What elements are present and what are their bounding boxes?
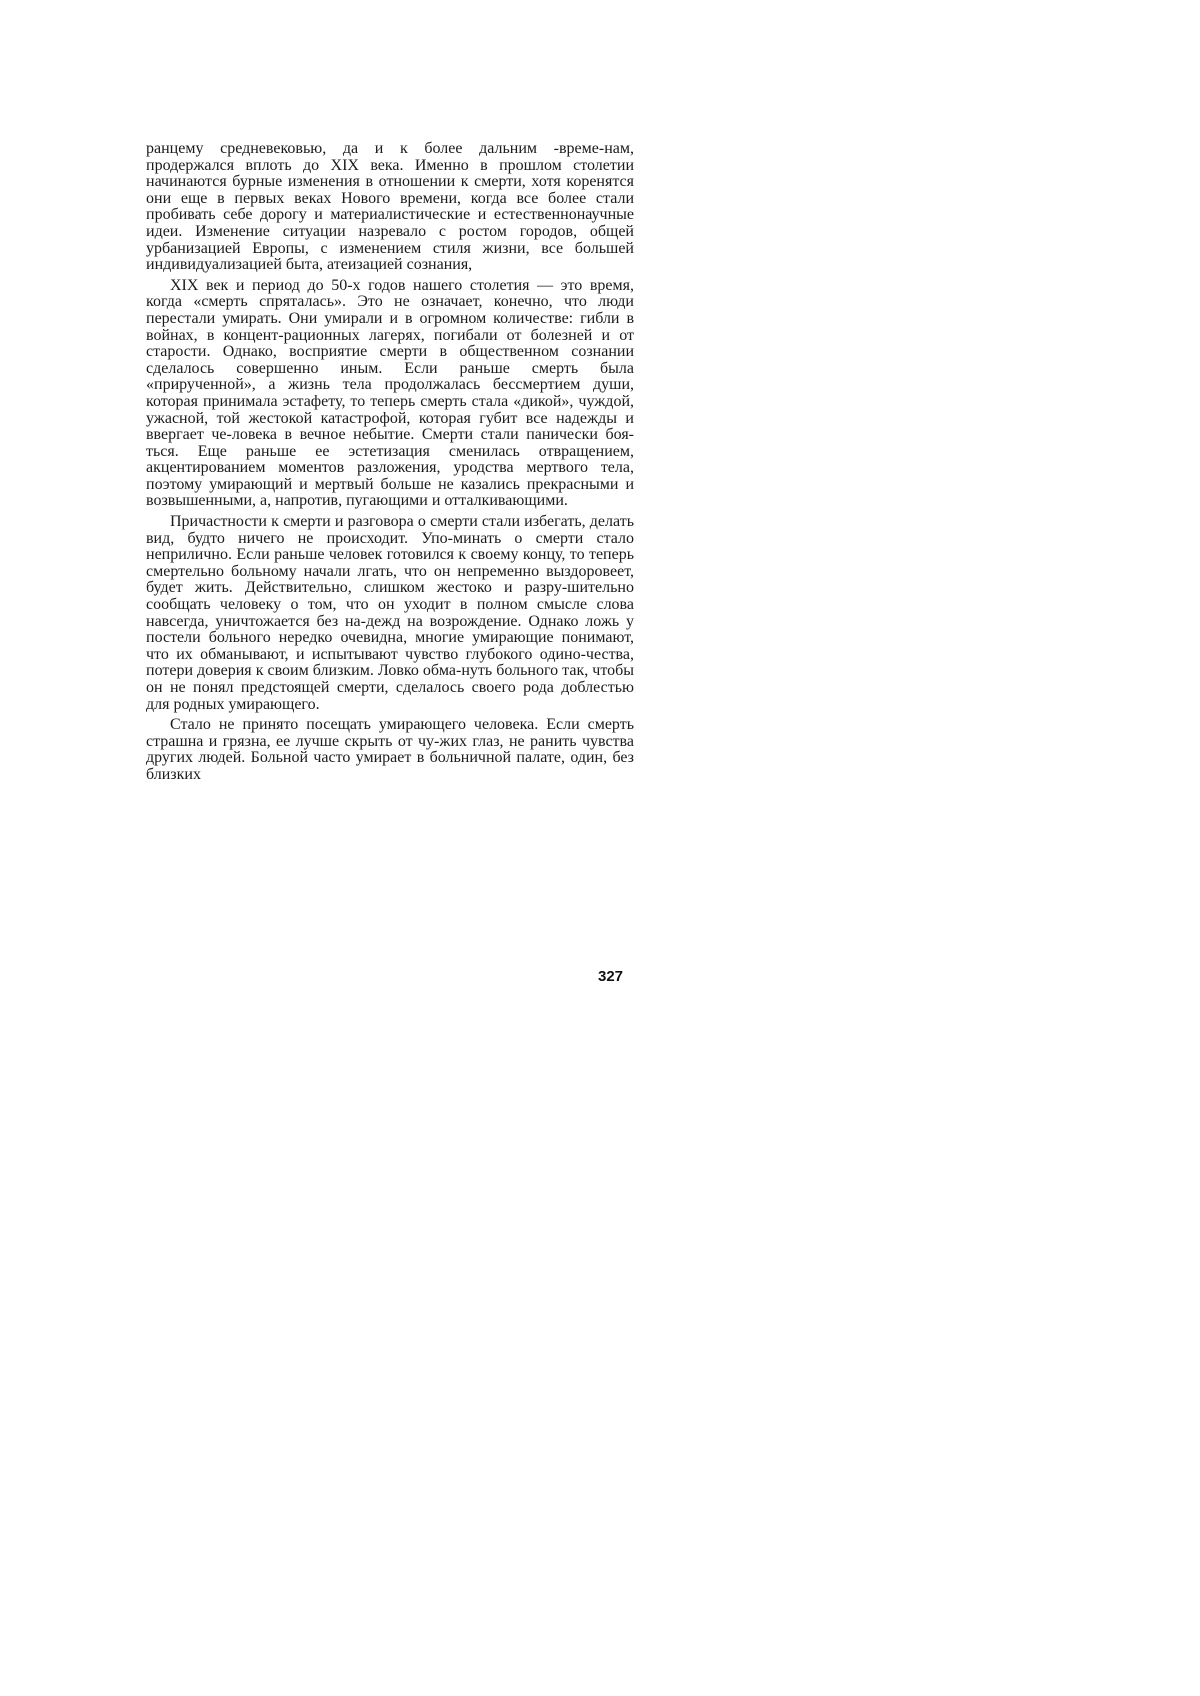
body-text xyxy=(146,141,634,788)
paragraph-3: Причастности к смерти и разговора о смерти стали избегать, делать вид, будто ничего не происходит. Упо-минать о смерти стало неприлично. Если раньше человек готовился к своему концу, то теперь смертельно больному начали лгать, что он непременно выздоровеет, будет жить. Действительно, слишком жестоко и разру-шительно сообщать человеку о том, что он уходит в полном смысле слова навсегда, уничтожается без на-дежд на возрождение. Однако ложь у постели больного нередко очевидна, многие умирающие понимают, что их обманывают, и испытывают чувство глубокого одино-чества, потери доверия к своим близким. Ловко обма-нуть больного так, чтобы он не понял предстоящей смерти, сделалось своего рода доблестью для родных умирающего. xyxy=(146,513,634,713)
page-number: 327 xyxy=(598,968,624,985)
paragraph-4: Стало не принято посещать умирающего человека. Если смерть страшна и грязна, ее лучше скрыть от чу-жих глаз, не ранить чувства других людей. Больной часто умирает в больничной палате, один, без близких xyxy=(146,716,634,783)
paragraph-2: XIX век и период до 50-х годов нашего столетия — это время, когда «смерть спряталась». Это не означает, конечно, что люди перестали умирать. Они умирали и в огромном количестве: гибли в войнах, в концент-рационных лагерях, погибали от болезней и от старости. Однако, восприятие смерти в общественном сознании сделалось совершенно иным. Если раньше смерть была «прирученной», а жизнь тела продолжалась бессмертием души, которая принимала эстафету, то теперь смерть стала «дикой», чуждой, ужасной, той жестокой катастрофой, которая губит все надежды и ввергает че-ловека в вечное небытие. Смерти стали панически боя-ться. Еще раньше ее эстетизация сменилась отвращением, акцентированием моментов разложения, уродства мертвого тела, поэтому умирающий и мертвый больше не казались прекрасными и возвышенными, а, напротив, пугающими и отталкивающими. xyxy=(146,276,634,510)
paragraph-1: ранцему средневековью, да и к более дальним -време-нам, продержался вплоть до XIX века. Именно в прошлом столетии начинаются бурные изменения в отношении к смерти, хотя коренятся они еще в первых веках Нового времени, когда все более стали пробивать себе дорогу и материалистические и естественнонаучные идеи. Изменение ситуации назревало с ростом городов, общей урбанизацией Европы, с изменением стиля жизни, все большей индивидуализацией быта, атеизацией сознания, xyxy=(146,140,634,274)
